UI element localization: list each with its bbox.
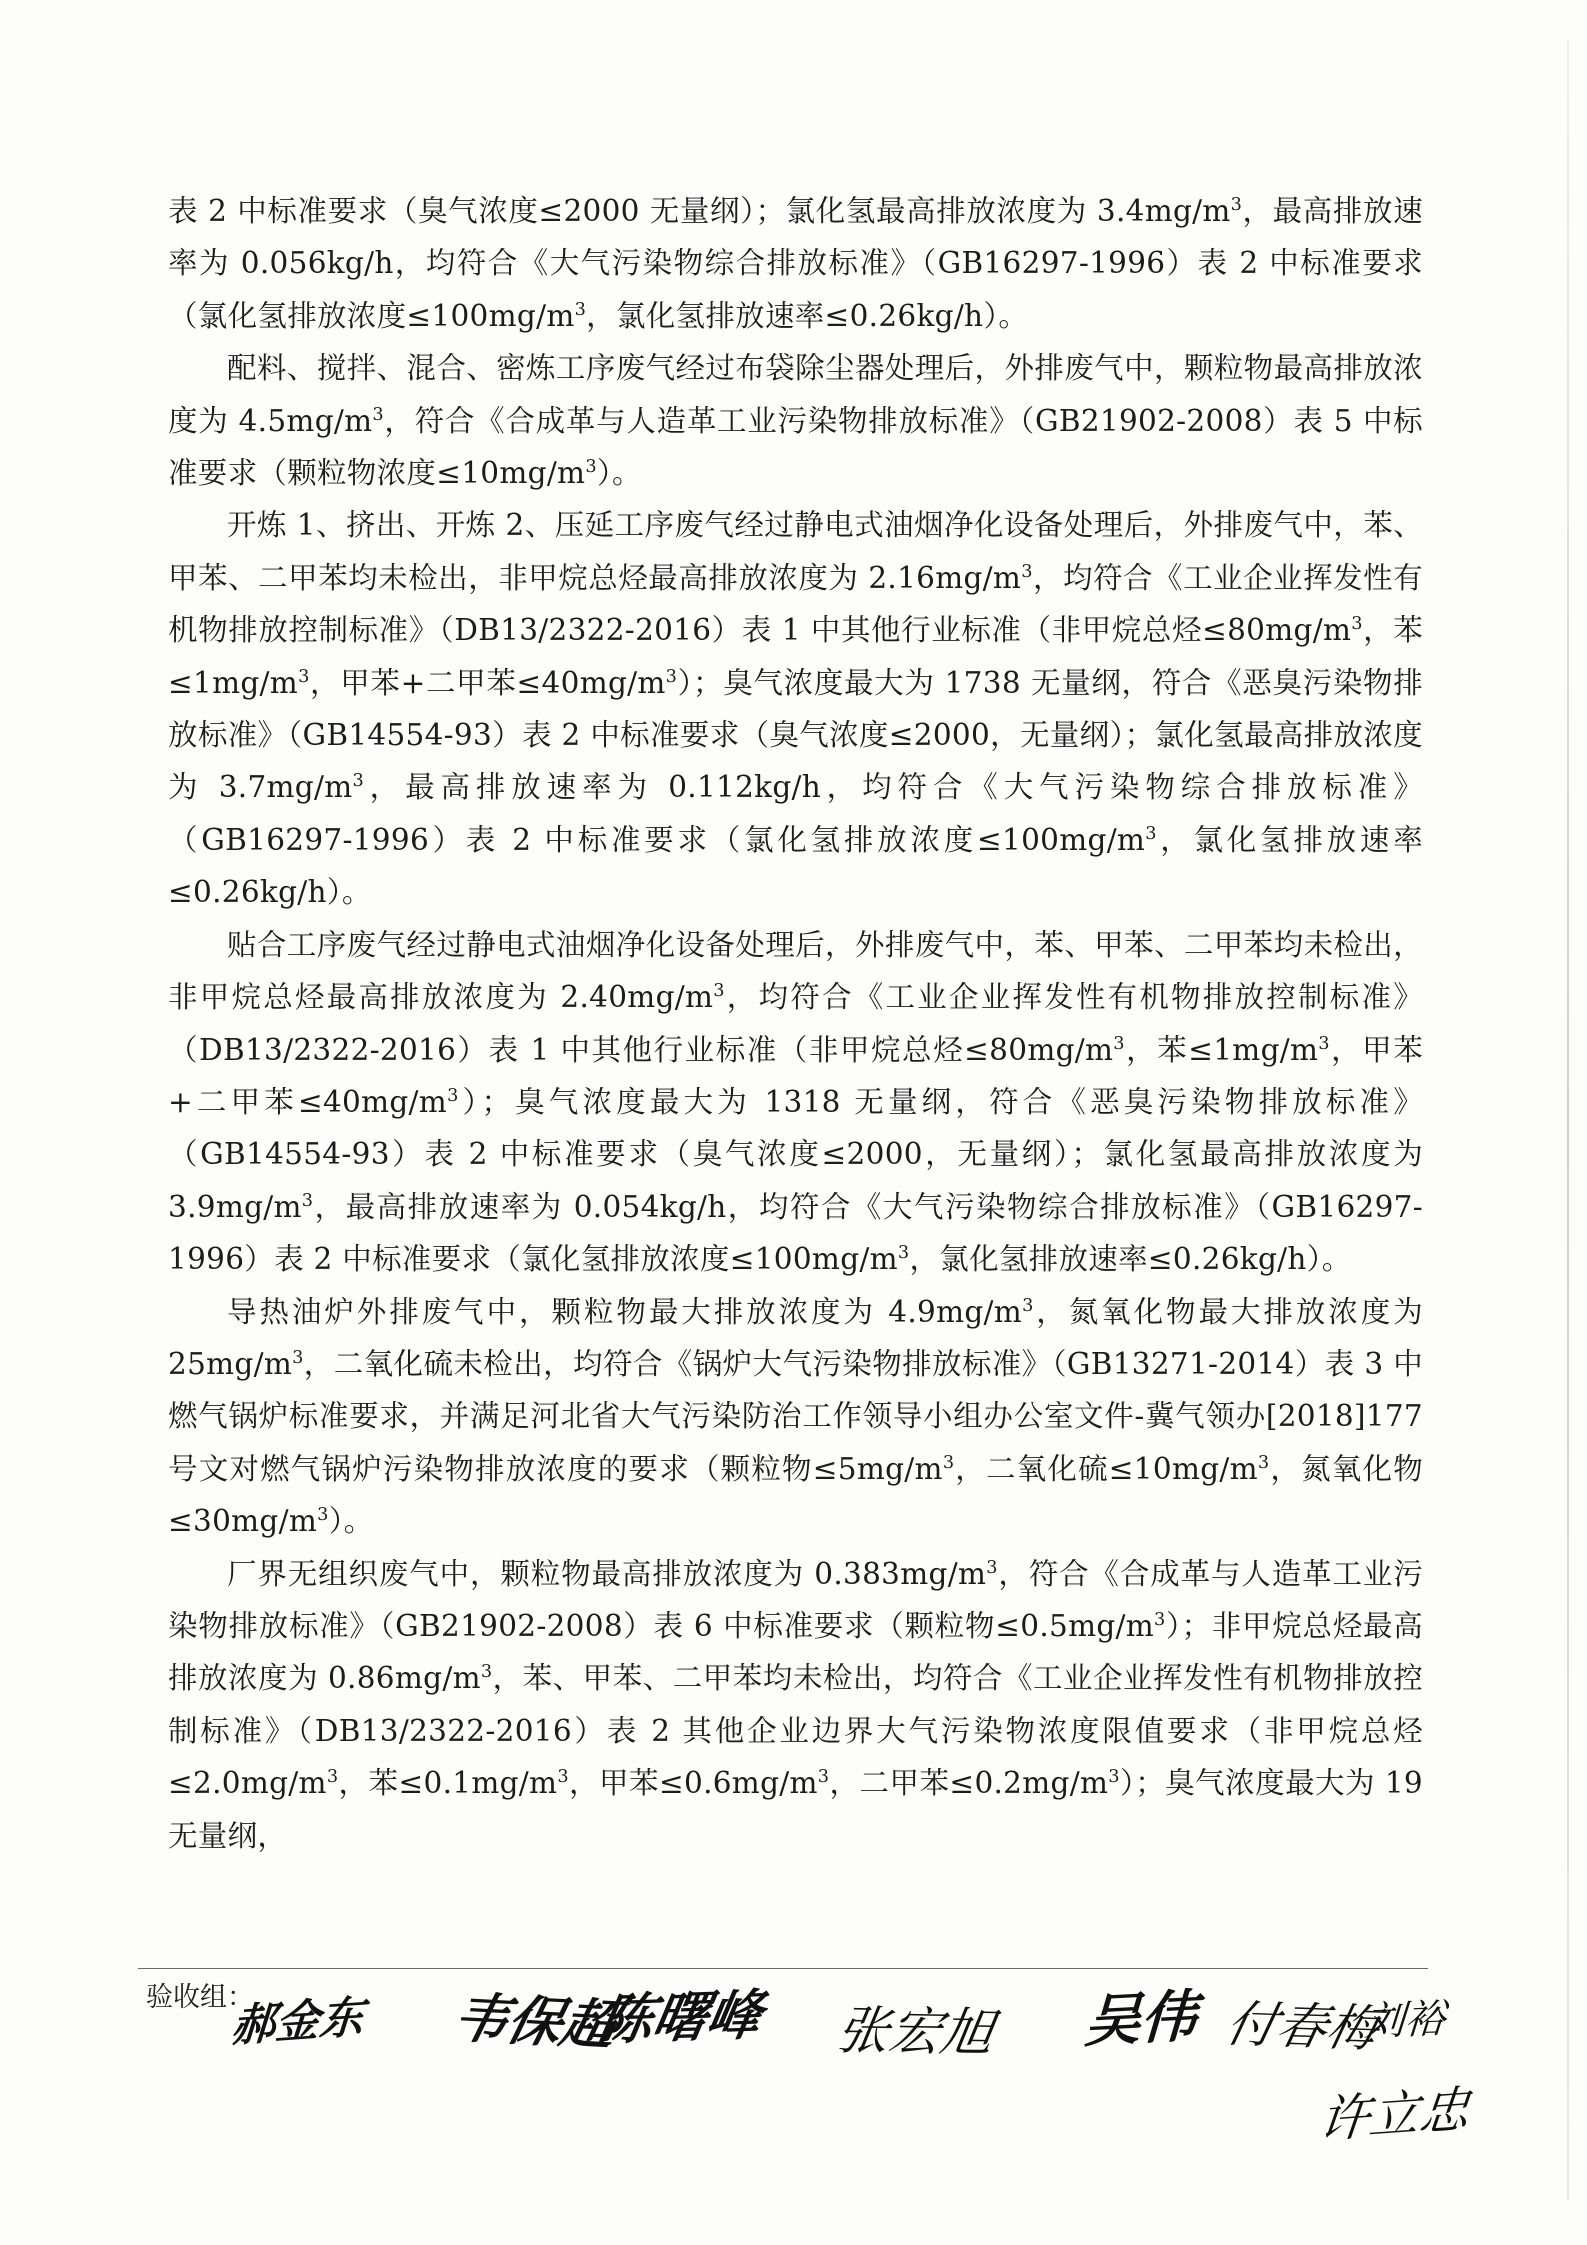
superscript: 3 [352,771,365,792]
superscript: 3 [1257,1452,1270,1473]
body-paragraph [168,499,1423,918]
text-run: 表 2 中标准要求（臭气浓度≤2000 无量纲）；氯化氢最高排放浓度为 3.4mg/m [168,194,1231,228]
handwritten-signature: 刘裕 [1363,1996,1447,2046]
superscript: 3 [372,404,384,425]
text-run: 配料、搅拌、混合、密炼工序废气经过布袋除尘器处理后，外排废气中，颗粒物最高排放浓度为 4.5mg/m [168,351,1423,438]
superscript: 3 [942,1452,955,1473]
text-run: ）。 [328,1504,374,1539]
body-paragraph [168,185,1423,342]
superscript: 3 [713,981,725,1002]
handwritten-signature: 付春梅 [1221,1995,1384,2059]
superscript: 3 [817,1767,830,1788]
superscript: 3 [480,1662,493,1683]
text-run: 贴合工序废气经过静电式油烟净化设备处理后，外排废气中，苯、甲苯、二甲苯均未检出，非甲烷总烃最高排放浓度为 2.40mg/m [168,927,1423,1015]
text-run: ，甲苯+二甲苯≤40mg/m [309,665,666,700]
superscript: 3 [301,1190,314,1211]
text-run: ）；非甲烷总烃最高排放浓度为 0.86mg/m [168,1608,1424,1696]
text-run: ）；臭气浓度最大为 1318 无量纲，符合《恶臭污染物排放标准》（GB14554-93）表 2 中标准要求（臭气浓度≤2000，无量纲）；氯化氢最高排放浓度为 3.9mg/m [168,1084,1423,1224]
text-run: ，符合《合成革与人造革工业污染物排放标准》（GB21902-2008）表 5 中标准要求（颗粒物浓度≤10mg/m [168,403,1423,491]
handwritten-signature: 陈曙峰 [593,1982,767,2053]
document-body [168,185,1423,1862]
text-run: ，苯、甲苯、二甲苯均未检出，均符合《工业企业挥发性有机物排放控制标准》（DB13/2322-2016）表 2 其他企业边界大气污染物浓度限值要求（非甲烷总烃≤2.0mg/m [168,1661,1423,1801]
superscript: 3 [1145,824,1157,845]
text-run: ，氮氧化物最大排放浓度为 25mg/m [168,1294,1423,1381]
footer-divider [138,1968,1428,1969]
text-run: ，氮氧化物≤30mg/m [168,1451,1423,1539]
superscript: 3 [1351,614,1363,635]
text-run: ，苯≤1mg/m [1124,1032,1319,1067]
text-run: ，最高排放速率为 0.112kg/h，均符合《大气污染物综合排放标准》（GB16297-1996）表 2 中标准要求（氯化氢排放浓度≤100mg/m [168,770,1423,857]
body-paragraph [168,1286,1423,1548]
text-run: ，符合《合成革与人造革工业污染物排放标准》（GB21902-2008）表 6 中标准要求（颗粒物≤0.5mg/m [168,1556,1423,1643]
text-run: ，甲苯≤0.6mg/m [568,1766,818,1801]
superscript: 3 [292,1348,304,1369]
text-run: ，二甲苯≤0.2mg/m [829,1766,1109,1801]
superscript: 3 [986,1557,998,1578]
superscript: 3 [1022,1295,1034,1316]
body-paragraph [168,342,1423,499]
body-paragraph [168,919,1423,1286]
text-run: ，最高排放速率为 0.056kg/h，均符合《大气污染物综合排放标准》（GB16297-1996）表 2 中标准要求（氯化氢排放浓度≤100mg/m [168,194,1423,333]
superscript: 3 [1113,1033,1125,1054]
body-paragraph [168,1548,1423,1862]
superscript: 3 [897,1243,910,1264]
superscript: 3 [447,1086,459,1107]
text-run: ，均符合《工业企业挥发性有机物排放控制标准》（DB13/2322-2016）表 1 中其他行业标准（非甲烷总烃≤80mg/m [168,980,1423,1067]
superscript: 3 [326,1767,339,1788]
handwritten-signature: 郝金东 [229,1991,366,2053]
text-run: ，苯≤1mg/m [168,613,1423,700]
text-run: ）；臭气浓度最大为 19 无量纲， [168,1766,1423,1853]
superscript: 3 [317,1505,329,1526]
text-run: ，氯化氢排放速率≤0.26kg/h）。 [586,298,1029,333]
text-run: ，甲苯+二甲苯≤40mg/m [168,1032,1424,1119]
superscript: 3 [1021,562,1033,583]
text-run: 厂界无组织废气中，颗粒物最高排放浓度为 0.383mg/m [227,1556,987,1591]
superscript: 3 [1318,1033,1330,1054]
text-run: 开炼 1、挤出、开炼 2、压延工序废气经过静电式油烟净化设备处理后，外排废气中，苯、甲苯、二甲苯均未检出，非甲烷总烃最高排放浓度为 2.16mg/m [168,508,1423,595]
text-run: ，均符合《工业企业挥发性有机物排放控制标准》（DB13/2322-2016）表 1 中其他行业标准（非甲烷总烃≤80mg/m [168,560,1423,648]
handwritten-signature: 吴伟 [1083,1983,1199,2056]
handwritten-signature: 许立忠 [1316,2080,1473,2150]
text-run: ，二氧化硫≤10mg/m [954,1451,1258,1486]
acceptance-group-label: 验收组： [146,1982,254,2013]
superscript: 3 [557,1767,569,1788]
scan-edge-shadow [1567,40,1569,2200]
text-run: ，苯≤0.1mg/m [338,1766,558,1801]
superscript: 3 [1154,1610,1166,1631]
text-run: ，二氧化硫未检出，均符合《锅炉大气污染物排放标准》（GB13271-2014）表 3 中燃气锅炉标准要求，并满足河北省大气污染防治工作领导小组办公室文件-冀气领办[2018]177 号文对燃气锅炉污染物排放浓度的要求（颗粒物≤5mg/m [168,1346,1423,1486]
text-run: ，最高排放速率为 0.054kg/h，均符合《大气污染物综合排放标准》（GB16297-1996）表 2 中标准要求（氯化氢排放浓度≤100mg/m [168,1189,1423,1277]
superscript: 3 [665,666,678,687]
superscript: 3 [585,457,597,478]
superscript: 3 [298,666,310,687]
text-run: ，氯化氢排放速率≤0.26kg/h）。 [909,1242,1352,1277]
handwritten-signature: 韦保超 [446,1985,624,2058]
text-run: ，氯化氢排放速率≤0.26kg/h）。 [168,822,1423,910]
superscript: 3 [574,299,587,320]
text-run: 导热油炉外排废气中，颗粒物最大排放浓度为 4.9mg/m [227,1294,1023,1329]
superscript: 3 [1230,195,1243,216]
handwritten-signature: 张宏旭 [832,2001,998,2064]
text-run: ）。 [596,456,642,491]
superscript: 3 [1108,1767,1120,1788]
text-run: ）；臭气浓度最大为 1738 无量纲，符合《恶臭污染物排放标准》（GB14554-93）表 2 中标准要求（臭气浓度≤2000，无量纲）；氯化氢最高排放浓度为 3.7mg/m [168,665,1423,805]
